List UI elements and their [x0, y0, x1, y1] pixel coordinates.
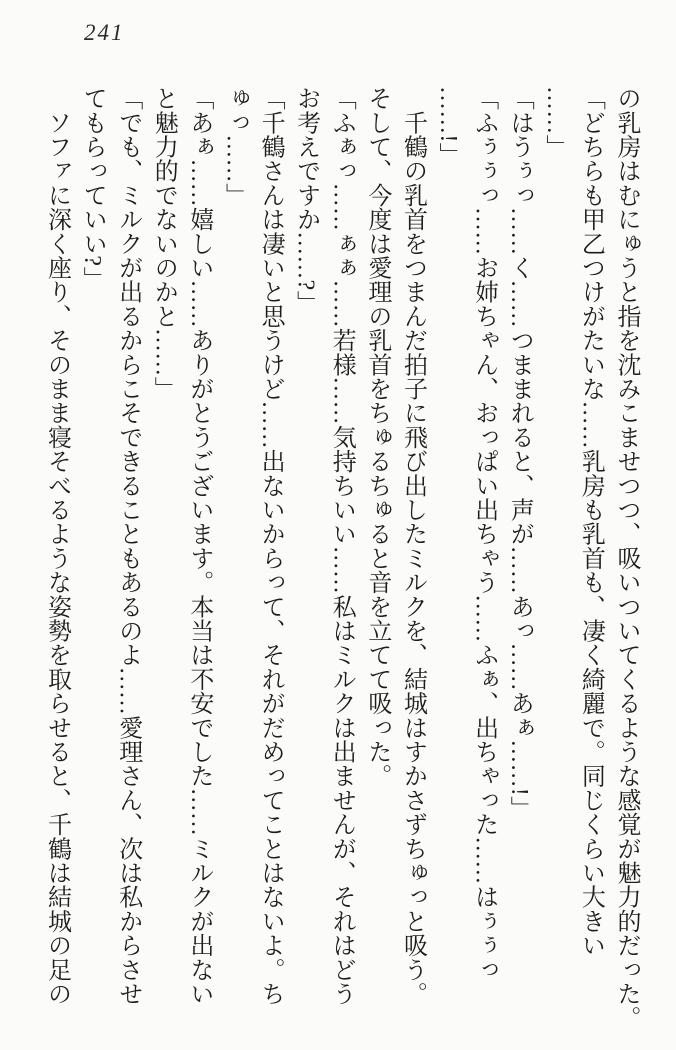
text-line: の乳房はむにゅうと指を沈みこませつつ、吸いついてくるような感覚が魅力的だった。 — [613, 86, 639, 1030]
vertical-text-block — [38, 86, 643, 1030]
text-line: 「でも、ミルクが出るからこそできることもあるのよ……愛理さん、次は私からさせ — [114, 86, 141, 1006]
page-number: 241 — [84, 20, 125, 45]
text-line: ……」 — [541, 86, 568, 159]
text-line: ゅっ……」 — [221, 86, 248, 207]
text-line: 「あぁ……嬉しい……ありがとうございます。本当は不安でした……ミルクが出ない — [185, 86, 212, 1006]
text-line: 「ふぁっ……ぁぁ……若様……気持ちいい……私はミルクは出ませんが、それはどう — [328, 86, 355, 1006]
text-line: 「どちらも甲乙つけがたいな……乳房も乳首も、凄く綺麗で。同じくらい大きい — [577, 86, 604, 958]
text-line: てもらっていい?」 — [79, 86, 106, 291]
text-line: お考えですか……?」 — [292, 86, 319, 315]
text-line: 「千鶴さんは凄いと思うけど……出ないからって、それがだめってことはないよ。ち — [257, 86, 284, 1006]
text-line: ソファに深く座り、そのまま寝そべるような姿勢を取らせると、千鶴は結城の足の — [43, 86, 70, 1006]
text-line: と魅力的でないのかと……」 — [150, 86, 177, 401]
text-line: 「ふぅぅっ……お姉ちゃん、おっぱい出ちゃう……ふぁ、出ちゃった……はぅぅっ — [470, 86, 497, 982]
text-line: 千鶴の乳首をつまんだ拍子に飛び出したミルクを、結城はすかさずちゅっと吸う。 — [399, 86, 426, 1006]
text-line: ……!」 — [435, 86, 462, 167]
text-line: 「はうぅっ……く……つままれると、声が……あっ……あぁ……!」 — [506, 86, 533, 821]
text-line: そして、今度は愛理の乳首をちゅるちゅると音を立てて吸った。 — [363, 86, 390, 788]
